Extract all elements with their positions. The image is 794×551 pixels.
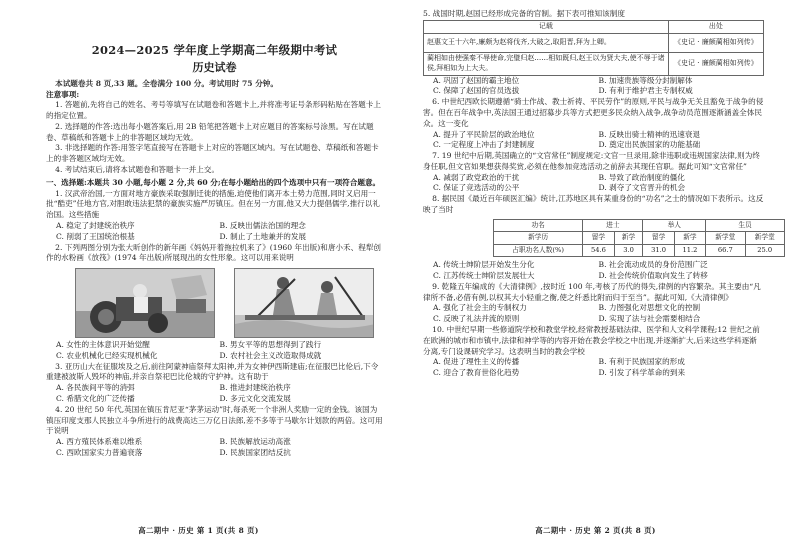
question-8 [423, 194, 775, 282]
question-2-images [66, 268, 383, 338]
option-c: C. 一定程度上冲击了封建制度 [433, 140, 535, 150]
table-cell: 新学 [614, 232, 643, 245]
question-5 [423, 9, 764, 97]
option-b: B. 民族解放运动高涨 [219, 437, 291, 447]
option-c: C. 反映了礼法并流的原则 [433, 314, 520, 324]
notice-2: 2. 选择题的作答:选出每小题答案后,用 2B 铅笔把答题卡上对应题目的答案标号涂黑。写在试题卷、草稿纸和答题卡上的非答题区域均无效。 [46, 121, 374, 142]
tractor-painting-image [75, 268, 215, 338]
table-cell: 66.7 [706, 244, 745, 257]
option-a: A. 西方殖民体系难以维系 [56, 437, 143, 447]
option-b: B. 社会流动成员的身份范围广泛 [598, 260, 708, 270]
notice-4: 4. 考试结束后,请将本试题卷和答题卡一并上交。 [55, 165, 220, 175]
option-a: A. 提升了平民阶层的政治地位 [433, 129, 535, 139]
notice-3: 3. 非选择题的作答:用签字笔直接写在答题卡上对应的答题区域内。写在试题卷、草稿纸和答题卡上的非答题区域均无效。 [46, 143, 379, 164]
table-header: 生员 [706, 219, 785, 232]
option-a: A. 传统士绅阶层开始发生分化 [433, 260, 535, 270]
option-c: C. 削弱了王国统治根基 [56, 231, 135, 241]
page-footer-left: 高二期中 · 历史 第 1 页(共 8 页) [138, 526, 259, 536]
question-9 [423, 282, 764, 325]
question-6 [423, 97, 764, 151]
table-header: 功名 [494, 219, 583, 232]
page-right [397, 0, 794, 551]
option-d: D. 奠定出民族国家的功能基础 [598, 140, 701, 150]
option-d: D. 多元文化交流发展 [219, 393, 291, 403]
option-c: C. 江苏传统士绅阶层发展壮大 [433, 271, 535, 281]
question-4 [46, 405, 383, 459]
record-cell: 赵惠文王十六年,廉颇为赵将伐齐,大破之,取阳晋,拜为上卿。 [424, 33, 669, 52]
exam-title: 2024—2025 学年度上学期高二年级期中考试 [91, 43, 338, 57]
question-3 [46, 362, 383, 405]
question-3-stem: 3. 亚历山大在征服埃及之后,前往阿蒙神庙祭拜太阳神,并为女神伊西斯建庙;在征服巴比伦后,下令重建被波斯人毁坏的神庙,并亲自祭祀巴比伦城的守护神。这有助于 [46, 361, 379, 382]
question-6-options [423, 130, 764, 152]
question-1-stem: 1. 汉武帝治国,一方面对地方豪族采取强制迁徙的措施,迫使他们离开本土势力范围,同时又启用一批“酷吏”任地方官,对胆敢违法犯禁的豪族实施严厉镇压。但在另一方面,他又大力提倡儒学,推行以礼治国。这些措施 [46, 188, 380, 220]
option-d: D. 有利于维护君主专制权威 [598, 86, 693, 96]
page-footer-right: 高二期中 · 历史 第 2 页(共 8 页) [535, 526, 656, 536]
table-row [424, 52, 764, 75]
table-row [424, 33, 764, 52]
option-b: B. 男女平等的思想得到了践行 [219, 340, 322, 350]
option-d: D. 民族国家团结反抗 [219, 447, 291, 457]
option-d: D. 制止了土地兼并的发展 [219, 231, 307, 241]
option-b: B. 推进封建统治秩序 [219, 383, 291, 393]
question-7 [423, 151, 764, 194]
notice-1: 1. 答题前,先将自己的姓名、考号等填写在试题卷和答题卡上,并将准考证号条形码粘贴在答题卡上的指定位置。 [46, 100, 381, 121]
question-6-stem: 6. 中世纪西欧长期遵循“骑士作战、教士祈祷、平民劳作”的原则,平民与战争无关且豁免于战争的侵害。但在百年战争中,英法国王通过招募步兵等方式把更多民众纳入战争,战争动员范围逐渐涵盖全体民众。这一变化 [423, 97, 764, 128]
table-cell: 新学历 [494, 232, 583, 245]
table-cell: 新学 [674, 232, 705, 245]
question-9-options [423, 303, 764, 325]
exam-info: 本试题卷共 8 页,33 题。全卷满分 100 分。考试用时 75 分钟。 [55, 78, 278, 88]
source-cell: 《史记 · 廉颇蔺相如列传》 [668, 33, 763, 52]
question-10-options [423, 357, 764, 379]
question-10-stem: 10. 中世纪早期一些修道院学校和教堂学校,经常教授基础法律、医学和人文科学课程;12 世纪之前在欧洲的城市和市镇中,法律和神学等的内容开始在教会学校之中出现,并逐渐扩大,后来这些学科逐渐分离,专门设课研究学习。这表明当时的教会学校 [423, 324, 760, 356]
option-c: C. 希腊文化的广泛传播 [56, 393, 135, 403]
option-b: B. 有利于民族国家的形成 [598, 357, 685, 367]
question-7-options [423, 173, 764, 195]
option-c: C. 保证了竞选活动的公平 [433, 183, 520, 193]
table-cell: 11.2 [674, 244, 705, 257]
question-7-stem: 7. 19 世纪中后期,英国确立的“文官常任”制度规定:文官一旦录用,除非违职或违规国家法律,则为终身任职,但文官如果想获得奖赏,必须在他参加竞选活动之前辞去其现任官职。据此可知“文官常任” [423, 151, 760, 171]
option-c: C. 迎合了教育世俗化趋势 [433, 368, 520, 378]
table-header: 进士 [583, 219, 643, 232]
table-cell: 54.6 [583, 244, 614, 257]
question-1 [46, 189, 383, 243]
question-4-stem: 4. 20 世纪 50 年代,英国在镇压肯尼亚“茅茅运动”时,每杀死一个非洲人奖励一定的金钱。该国为镇压印度支那人民独立斗争所进行的战费高达三万亿日法郎,差不多等于马歇尔计划款的两倍。这可用于说明 [46, 404, 383, 436]
option-a: A. 促进了理性主义的传播 [433, 357, 520, 367]
question-9-stem: 9. 乾隆五年编成的《大清律例》,按时近 100 年,考核了历代的得失,律例的内容繁杂。其主要由“凡律所不备,必借有例,以权其大小轻重之衡,使之纤悉比附而归于至当”。据此可知,《大清律例》 [423, 281, 761, 302]
table-header-source: 出处 [668, 20, 763, 33]
table-cell: 新学堂 [745, 232, 785, 245]
table-cell: 25.0 [745, 244, 785, 257]
option-d: D. 实现了法与社会需要相结合 [598, 314, 701, 324]
question-4-options [46, 437, 383, 459]
option-a: A. 稳定了封建统治秩序 [56, 220, 135, 230]
option-d: D. 社会传统价值取向发生了转移 [598, 271, 708, 281]
table-cell: 留学 [583, 232, 614, 245]
table-cell: 新学堂 [706, 232, 745, 245]
table-cell: 留学 [643, 232, 674, 245]
question-5-options [423, 76, 764, 98]
option-b: B. 反映出骑士精神的迅速衰退 [598, 129, 701, 139]
option-d: D. 农村社会主义改造取得成就 [219, 350, 322, 360]
option-d: D. 引发了科学革命的到来 [598, 368, 686, 378]
option-a: A. 巩固了赵国的霸主地位 [433, 75, 520, 85]
table-row-label: 占职功名人数(%) [494, 244, 583, 257]
option-b: B. 反映出儒法治国的理念 [219, 220, 306, 230]
section-heading: 一、选择题:本题共 30 小题,每小题 2 分,共 60 分;在每小题给出的四个选项中只有一项符合题意。 [46, 177, 381, 187]
raft-painting-image [234, 268, 374, 338]
question-8-stem: 8. 据民国《最近百年硕医汇编》统计,江苏地区具有某重身份的“功名”之士的情况如下表所示。这反映了当时 [423, 194, 764, 214]
option-a: A. 减弱了政党政治的干扰 [433, 172, 520, 182]
option-d: D. 剥夺了文官晋升的机会 [598, 183, 686, 193]
table-cell: 3.0 [614, 244, 643, 257]
table-header: 举人 [643, 219, 706, 232]
question-3-options [46, 383, 383, 405]
option-b: B. 导致了政治制度的僵化 [598, 172, 685, 182]
table-cell: 31.0 [643, 244, 674, 257]
table-header-record: 记载 [424, 20, 669, 33]
question-2 [46, 243, 383, 362]
option-b: B. 力图强化对思想文化的控制 [598, 303, 701, 313]
option-a: A. 各民族间平等的消弭 [56, 383, 135, 393]
option-a: A. 强化了社会主的专制权力 [433, 303, 527, 313]
record-cell: 蔺相如由使强秦不辱使命,完璧归赵……相如既归,赵王以为贤大夫,使不辱于诸侯,拜相如为上大夫。 [424, 52, 669, 75]
option-a: A. 女性的主体意识开始觉醒 [56, 340, 150, 350]
source-cell: 《史记 · 廉颇蔺相如列传》 [668, 52, 763, 75]
option-c: C. 农业机械化已经实现机械化 [56, 350, 158, 360]
option-c: C. 西欧国家实力普遍衰落 [56, 447, 143, 457]
option-c: C. 保障了赵国的官员选拔 [433, 86, 520, 96]
option-b: B. 加速贵族等级分封制解体 [598, 75, 693, 85]
notice-heading: 注意事项: [46, 89, 80, 99]
record-table [423, 20, 764, 76]
question-1-options [46, 221, 383, 243]
question-2-stem: 2. 下列两图分别为张大昕创作的新年画《妈妈开着拖拉机来了》(1960 年出版)和唐小禾、程犁创作的水粉画《放筏》(1974 年出版)所展现出的女性形象。这可以用来说明 [46, 242, 381, 263]
question-10 [423, 325, 764, 379]
question-5-stem: 5. 战国时期,赵国已经形成完备的官制。据下表可推知该制度 [423, 9, 625, 18]
question-8-options [423, 260, 764, 282]
degree-table [493, 219, 785, 258]
subject-title: 历史试卷 [192, 61, 237, 75]
question-2-options [46, 340, 383, 362]
